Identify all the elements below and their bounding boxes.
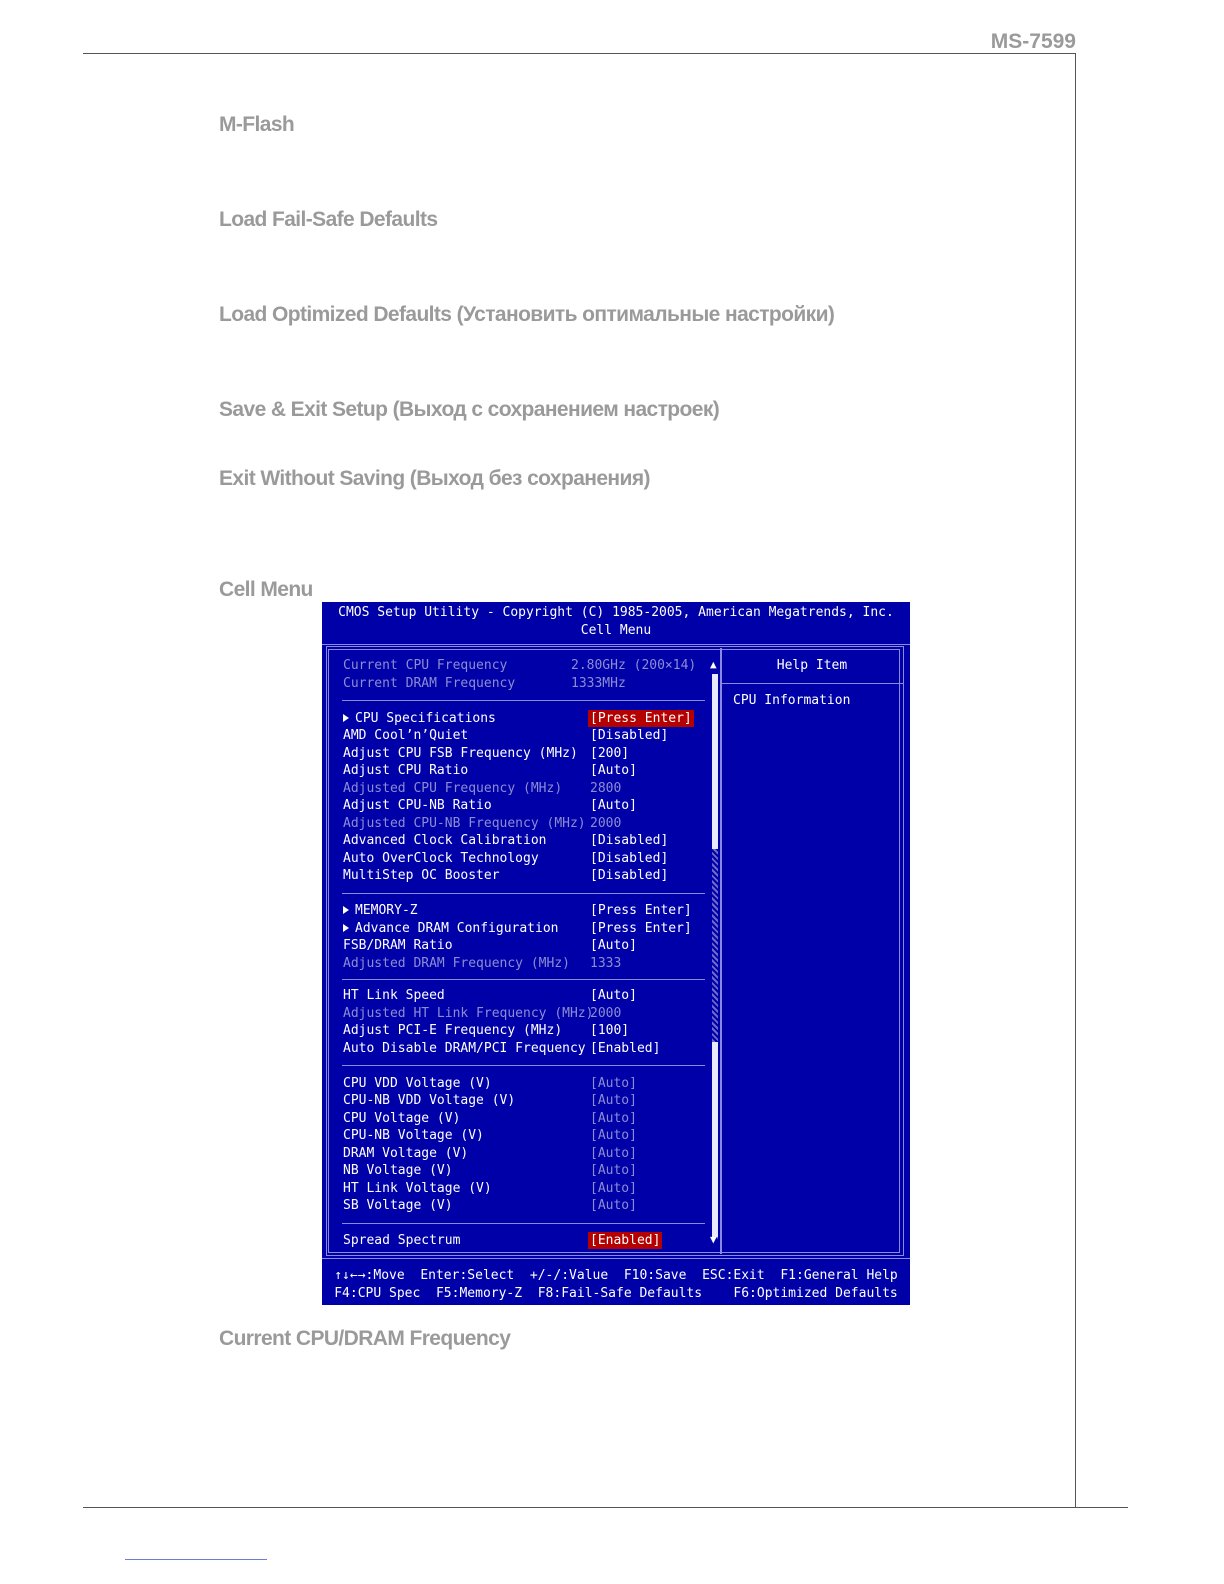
help-column-divider — [720, 648, 722, 1254]
heading-cell-menu: Cell Menu — [219, 578, 313, 601]
bios-row-value[interactable]: [Auto] — [590, 1198, 637, 1213]
help-item-text: CPU Information — [733, 693, 851, 708]
bios-subtitle: Cell Menu — [580, 623, 652, 638]
bios-section-divider — [342, 979, 705, 980]
bios-row-advance-dram-configuration[interactable] — [343, 920, 692, 937]
bios-row-value[interactable]: [Press Enter] — [590, 903, 692, 918]
bios-row-label: Adjusted HT Link Frequency (MHz) — [343, 1006, 594, 1021]
bios-row-label: AMD Cool’n’Quiet — [343, 728, 469, 743]
help-title-divider — [722, 683, 904, 684]
bios-row-value: 2000 — [590, 816, 622, 831]
right-rule — [1075, 53, 1076, 1508]
bios-row-label: SB Voltage (V) — [343, 1198, 453, 1213]
bios-row-value[interactable]: [Auto] — [590, 763, 637, 778]
bios-row-value[interactable]: [Auto] — [590, 938, 637, 953]
bios-row-cpu-nb-voltage[interactable] — [343, 1127, 637, 1144]
bios-row-value: 2800 — [590, 781, 622, 796]
bios-row-adjusted-cpu-nb-frequency — [343, 815, 622, 832]
heading-current-cpu-dram-frequency: Current CPU/DRAM Frequency — [219, 1327, 511, 1350]
heading-m-flash: M-Flash — [219, 113, 295, 136]
bios-row-auto-overclock-technology[interactable] — [343, 850, 669, 867]
bios-row-current-cpu-frequency — [343, 657, 697, 674]
bios-row-value[interactable]: [Auto] — [590, 988, 637, 1003]
bios-row-label: Adjust PCI-E Frequency (MHz) — [343, 1023, 563, 1038]
heading-load-fail-safe-defaults: Load Fail-Safe Defaults — [219, 208, 438, 231]
bios-row-value[interactable]: [Disabled] — [590, 728, 669, 743]
bios-row-adjust-cpu-nb-ratio[interactable] — [343, 797, 637, 814]
bios-row-value[interactable]: [200] — [590, 746, 630, 761]
bios-title-divider — [322, 644, 910, 645]
bios-row-label: Adjusted CPU Frequency (MHz) — [343, 781, 563, 796]
bios-row-value[interactable]: [Auto] — [590, 1093, 637, 1108]
bios-row-value: 1333 — [590, 956, 622, 971]
heading-save-exit-setup: Save & Exit Setup (Выход с сохранением настроек) — [219, 398, 720, 421]
bios-row-value[interactable]: [Press Enter] — [590, 921, 692, 936]
bios-row-label: CPU VDD Voltage (V) — [343, 1076, 492, 1091]
bios-screen — [322, 602, 910, 1305]
bios-row-label: MultiStep OC Booster — [343, 868, 500, 883]
scrollbar-thumb[interactable] — [712, 674, 718, 849]
bios-row-value[interactable]: [Auto] — [590, 1163, 637, 1178]
bios-row-sb-voltage[interactable] — [343, 1197, 637, 1214]
bios-row-label: FSB/DRAM Ratio — [343, 938, 453, 953]
bios-row-advanced-clock-calibration[interactable] — [343, 832, 669, 849]
bios-row-value[interactable]: [Disabled] — [590, 868, 669, 883]
bios-row-multistep-oc-booster[interactable] — [343, 867, 669, 884]
bios-row-adjust-cpu-fsb-frequency[interactable] — [343, 745, 630, 762]
bios-row-label: CPU Specifications — [343, 710, 496, 727]
bios-row-cpu-nb-vdd-voltage[interactable] — [343, 1092, 637, 1109]
bios-section-divider — [342, 1065, 705, 1066]
bios-row-label: Spread Spectrum — [343, 1233, 461, 1248]
bios-row-label: Auto OverClock Technology — [343, 851, 539, 866]
bios-row-label: Current DRAM Frequency — [343, 676, 516, 691]
bios-row-adjust-pci-e-frequency[interactable] — [343, 1022, 630, 1039]
bios-section-divider — [342, 893, 705, 894]
bios-key-legend-line-2: F4:CPU Spec F5:Memory-Z F8:Fail-Safe Defaults F6:Optimized Defaults — [334, 1286, 898, 1301]
model-number: MS-7599 — [990, 30, 1076, 53]
submenu-arrow-icon — [343, 714, 349, 722]
help-item-title: Help Item — [776, 658, 848, 673]
bios-row-label: MEMORY-Z — [343, 902, 418, 919]
bios-row-label: Advanced Clock Calibration — [343, 833, 547, 848]
bios-row-value-selected[interactable]: [Enabled] — [590, 1233, 661, 1248]
heading-load-optimized-defaults: Load Optimized Defaults (Установить оптимальные настройки) — [219, 303, 835, 326]
bios-row-cpu-voltage[interactable] — [343, 1110, 637, 1127]
bios-key-legend-line-1: ↑↓←→:Move Enter:Select +/-/:Value F10:Save ESC:Exit F1:General Help — [334, 1268, 898, 1283]
bios-row-adjusted-dram-frequency — [343, 955, 622, 972]
bios-row-value: 2000 — [590, 1006, 622, 1021]
bios-row-value[interactable]: [100] — [590, 1023, 630, 1038]
bios-row-label: Adjusted DRAM Frequency (MHz) — [343, 956, 570, 971]
bios-row-ht-link-voltage[interactable] — [343, 1180, 637, 1197]
bios-row-adjusted-ht-link-frequency — [343, 1005, 622, 1022]
bios-title: CMOS Setup Utility - Copyright (C) 1985-2005, American Megatrends, Inc. — [338, 605, 894, 620]
bios-footer-divider — [322, 1258, 910, 1259]
bios-row-label: DRAM Voltage (V) — [343, 1146, 469, 1161]
bios-row-value[interactable]: [Enabled] — [590, 1041, 661, 1056]
scroll-down-arrow-icon[interactable]: ▼ — [710, 1233, 717, 1246]
bios-row-label: HT Link Voltage (V) — [343, 1181, 492, 1196]
bios-row-dram-voltage[interactable] — [343, 1145, 637, 1162]
bios-row-adjusted-cpu-frequency — [343, 780, 622, 797]
bios-section-divider — [342, 700, 705, 701]
scrollbar-thumb-lower[interactable] — [712, 1042, 718, 1237]
bios-row-label: Adjust CPU Ratio — [343, 763, 469, 778]
submenu-arrow-icon — [343, 924, 349, 932]
bottom-rule — [83, 1507, 1128, 1508]
bios-row-label: Adjust CPU-NB Ratio — [343, 798, 492, 813]
bios-row-nb-voltage[interactable] — [343, 1162, 637, 1179]
bios-section-divider — [342, 1223, 705, 1224]
bios-row-label: Adjusted CPU-NB Frequency (MHz) — [343, 816, 586, 831]
bios-row-label: CPU-NB Voltage (V) — [343, 1128, 484, 1143]
bios-row-value[interactable]: [Auto] — [590, 1146, 637, 1161]
bios-row-memory-z[interactable] — [343, 902, 692, 919]
bios-row-auto-disable-dram-pci-frequency[interactable] — [343, 1040, 661, 1057]
bios-row-value[interactable]: [Auto] — [590, 798, 637, 813]
bios-row-value[interactable]: [Auto] — [590, 1128, 637, 1143]
bios-row-value[interactable]: [Auto] — [590, 1181, 637, 1196]
bios-row-cpu-specifications[interactable] — [343, 710, 692, 727]
bios-row-label: Auto Disable DRAM/PCI Frequency — [343, 1041, 586, 1056]
bios-row-value: 1333MHz — [571, 676, 626, 691]
heading-exit-without-saving: Exit Without Saving (Выход без сохранения) — [219, 467, 650, 490]
bios-row-label: HT Link Speed — [343, 988, 445, 1003]
bios-row-label: Adjust CPU FSB Frequency (MHz) — [343, 746, 578, 761]
submenu-arrow-icon — [343, 906, 349, 914]
bios-row-label: NB Voltage (V) — [343, 1163, 453, 1178]
bios-row-cpu-vdd-voltage[interactable] — [343, 1075, 637, 1092]
bios-row-value: 2.80GHz (200×14) — [571, 658, 697, 673]
bios-row-ht-link-speed[interactable] — [343, 987, 637, 1004]
bios-row-label: CPU-NB VDD Voltage (V) — [343, 1093, 516, 1108]
bios-row-value[interactable]: [Auto] — [590, 1111, 637, 1126]
top-rule — [83, 53, 1076, 54]
scroll-up-arrow-icon[interactable]: ▲ — [710, 658, 717, 671]
bios-row-label: Advance DRAM Configuration — [343, 920, 559, 937]
bios-row-value-selected[interactable]: [Press Enter] — [590, 711, 692, 726]
bios-row-amd-cool-n-quiet[interactable] — [343, 727, 669, 744]
bios-row-spread-spectrum[interactable] — [343, 1232, 661, 1249]
bios-row-fsb-dram-ratio[interactable] — [343, 937, 637, 954]
bios-row-value[interactable]: [Disabled] — [590, 833, 669, 848]
bios-row-label: CPU Voltage (V) — [343, 1111, 461, 1126]
bios-row-value[interactable]: [Disabled] — [590, 851, 669, 866]
bios-row-current-dram-frequency — [343, 675, 626, 692]
bios-row-label: Current CPU Frequency — [343, 658, 508, 673]
bios-row-value[interactable]: [Auto] — [590, 1076, 637, 1091]
bios-row-adjust-cpu-ratio[interactable] — [343, 762, 637, 779]
footer-rule — [125, 1559, 267, 1560]
